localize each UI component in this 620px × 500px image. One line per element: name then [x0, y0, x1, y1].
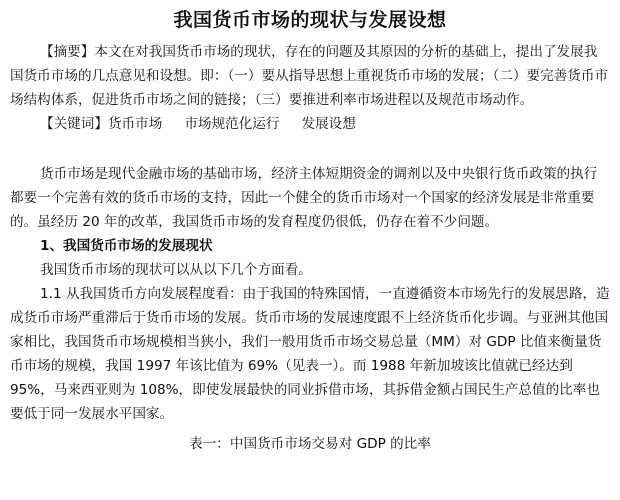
keyword-item: 市场规范化运行	[184, 116, 280, 132]
document-title: 我国货币市场的现状与发展设想	[173, 9, 447, 31]
keyword-item: 货币市场	[107, 116, 163, 132]
keyword-item: 发展设想	[301, 116, 356, 132]
intro-paragraph: 货币市场是现代金融市场的基础市场，经济主体短期资金的调剂以及中央银行货币政策的执行都要一个完善有效的货币市场的支持，因此一个健全的货币市场对一个国家的经济发展是非常重要的。虽经历 20 年的改革，我国货币市场的发育程度仍很低，仍存在着不少问题。	[10, 166, 598, 230]
point-1-1-paragraph: 1.1 从我国货币方向发展程度看：由于我国的特殊国情，一直遵循资本市场先行的发展思路，造成货币市场严重滞后于货币市场的发展。货币市场的发展速度跟不上经济货币化步调。与亚洲其他国家相比，我国货币市场规模相当狭小，我们一般用货币市场交易总量（MM）对 GDP 比值来衡量货币市场的规模，我国 1997 年该比值为 69%（见表一）。而 1988 年新加坡该比值就已经达到 95%，马来西亚则为 108%，即使发展最快的同业拆借市场，其拆借金额占国民生产总值的比率也要低于同一发展水平国家。	[10, 286, 610, 422]
section-lead-paragraph: 我国货币市场的现状可以从以下几个方面看。	[40, 262, 312, 278]
keywords-label: 【关键词】	[40, 116, 108, 132]
abstract-label: 【摘要】	[40, 44, 95, 60]
section-heading: 1、我国货币市场的发展现状	[40, 238, 213, 254]
abstract-text: 本文在对我国货币市场的现状，存在的问题及其原因的分析的基础上，提出了发展我国货币市场的几点意见和设想。即：（一）要从指导思想上重视货币市场的发展；（二）要完善货币市场结构体系，促进货币市场之间的链接；（三）要推进利率市场进程以及规范市场动作。	[10, 44, 609, 108]
table-caption: 表一：中国货币市场交易对 GDP 的比率	[189, 436, 431, 452]
keywords-line	[10, 112, 610, 136]
abstract-paragraph	[10, 40, 610, 112]
